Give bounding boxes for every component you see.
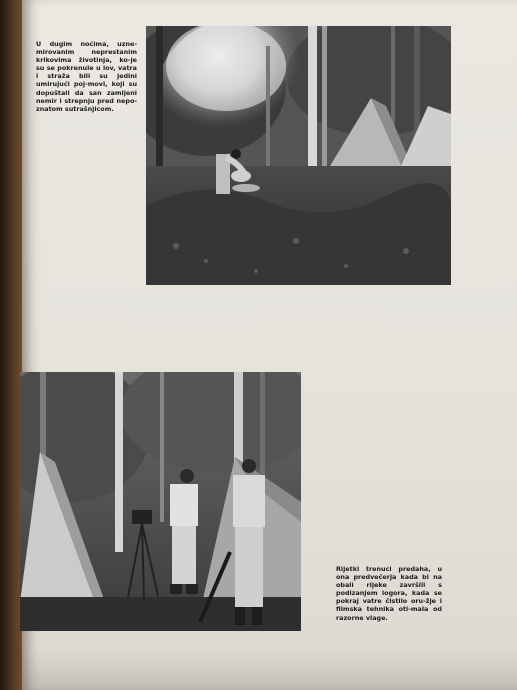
jungle-campfire-photo (146, 26, 451, 285)
tent-camp-photo (20, 372, 301, 631)
bottom-photo-caption: Rijetki trenuci predaha, u ona predvečerja kada bi na obali rijeke završili s podizanjem logora, kada se pokraj vatre čistilo oru-žje i filmska tehnika oti-mala od razorne vlage. (336, 565, 442, 622)
top-photo-caption: U dugim noćima, uzne-mirovanim neprestanim krikovima životinja, ko-je su se pokrenule u lov, vatra i straža bili su jedini umirujući poj-movi, koji su dopuštali da san zamijeni nemir i strepnju pred nepo-znatom sutrašnjicom. (36, 40, 137, 113)
page-bottom-shadow (22, 650, 517, 690)
